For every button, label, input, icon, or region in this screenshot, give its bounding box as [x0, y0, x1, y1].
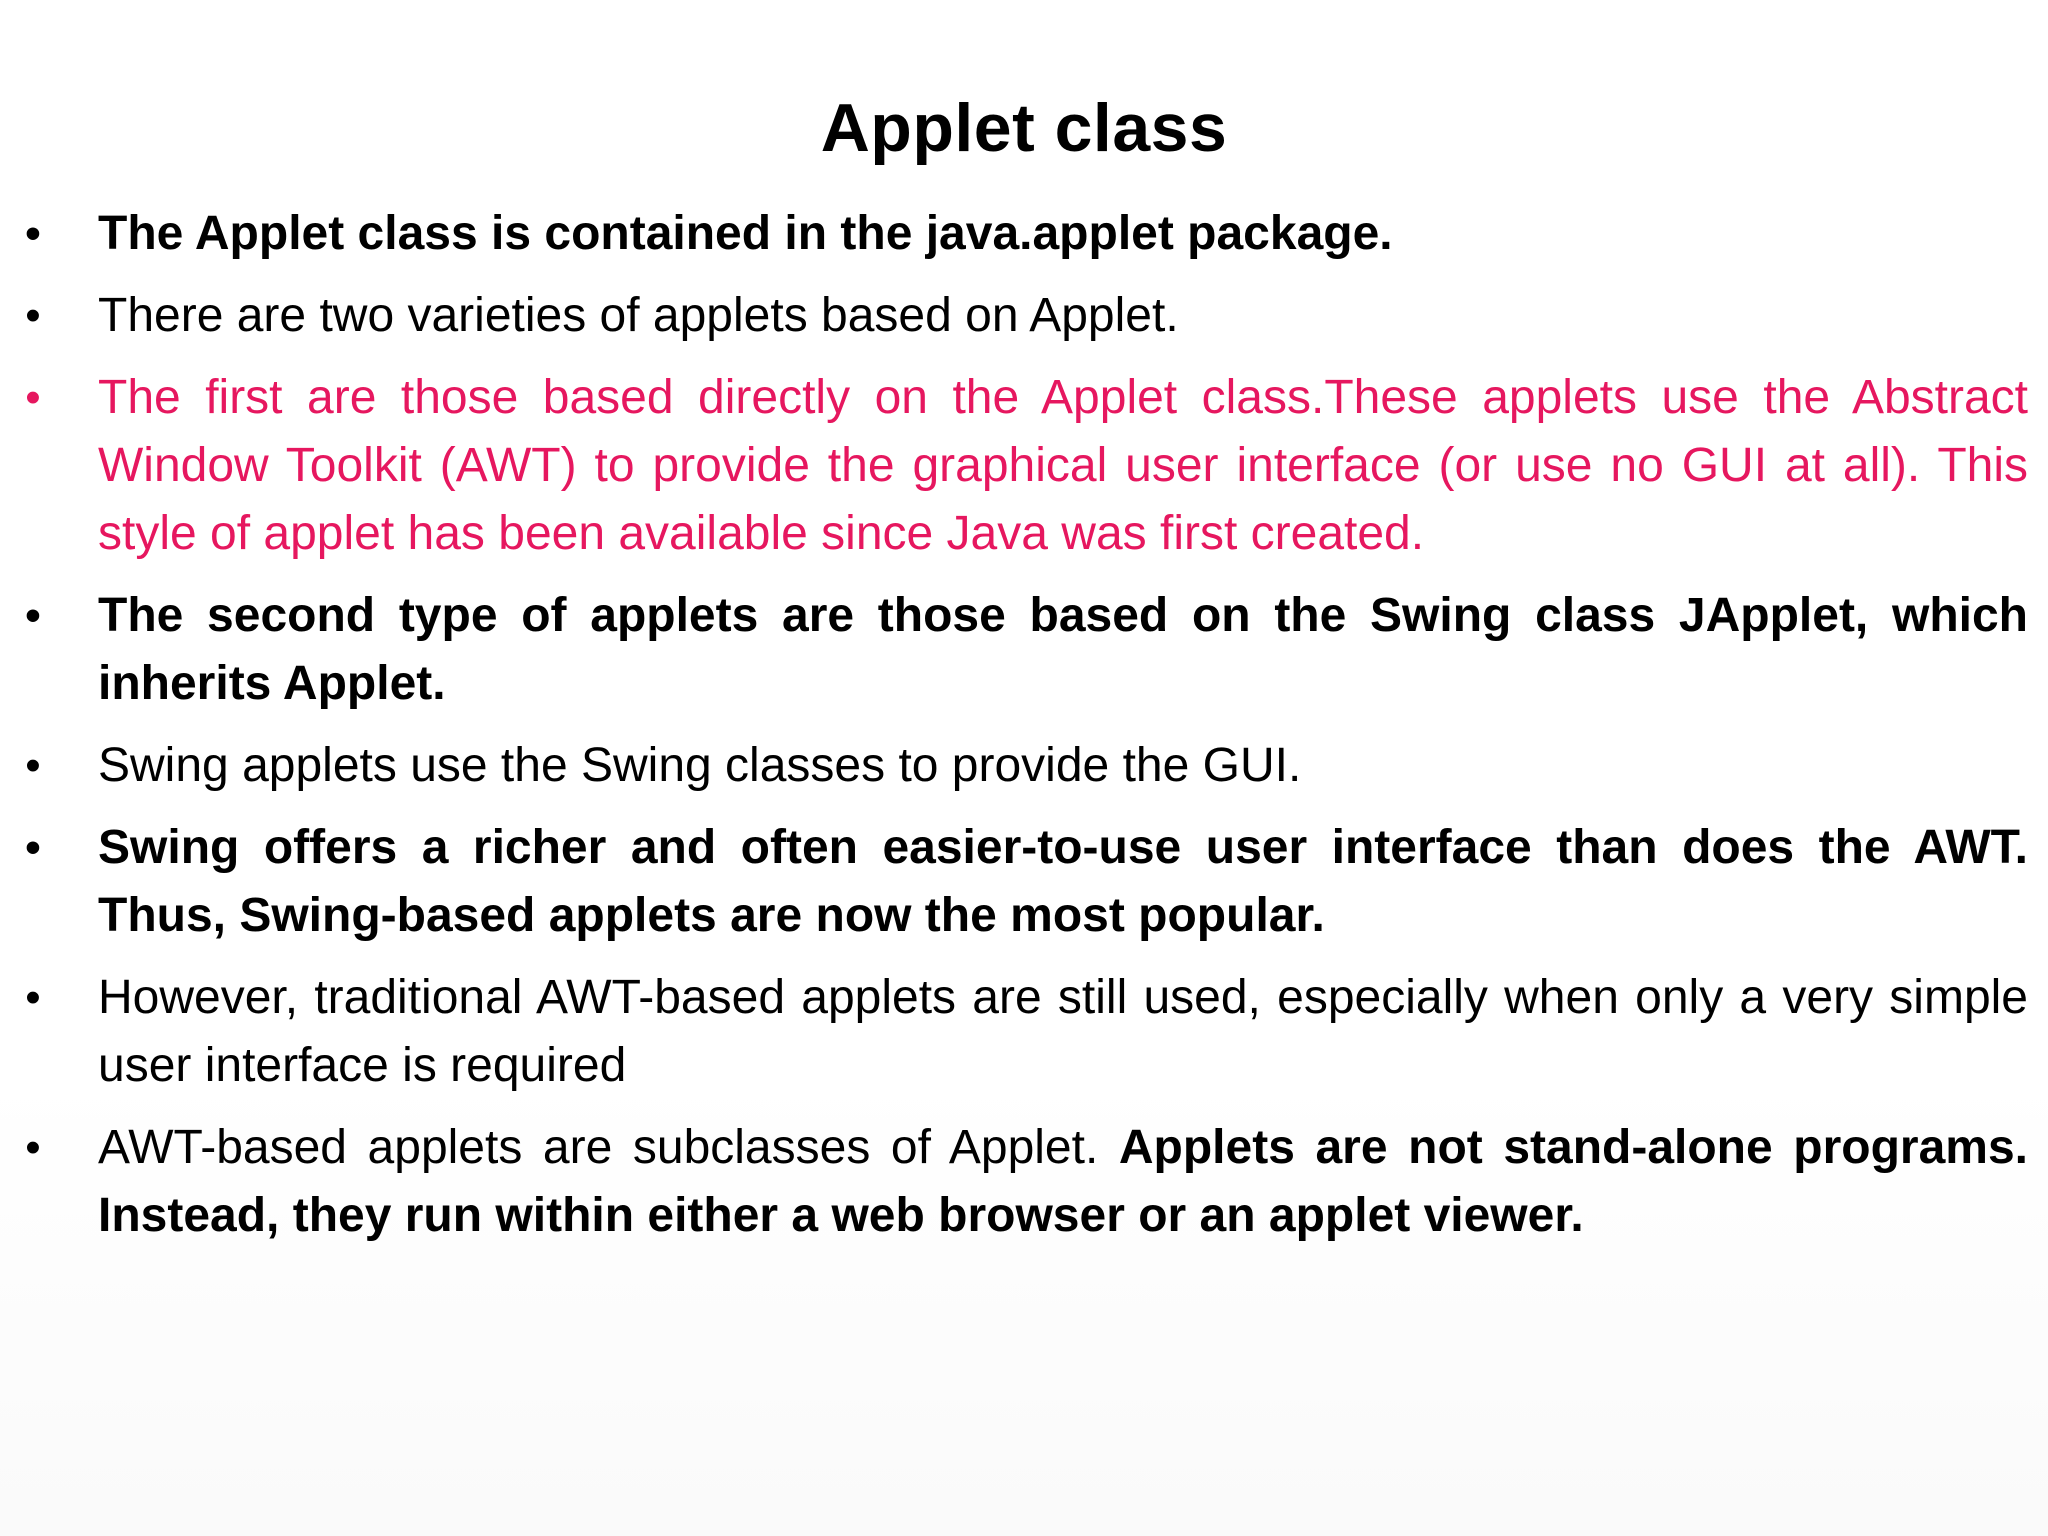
bullet-item-8 [0, 1114, 2028, 1250]
bullet-dot-icon: • [25, 823, 41, 872]
bullet-text: However, traditional AWT-based applets are still used, especially when only a very simple user interface is required [98, 971, 2028, 1092]
bullet-item-6 [0, 814, 2028, 950]
bullet-text: Swing offers a richer and often easier-to-use user interface than does the AWT. Thus, Swing-based applets are now the most popular. [98, 821, 2028, 942]
bullet-list [0, 200, 2048, 1264]
bullet-dot-icon: • [25, 373, 41, 422]
bullet-text: The Applet class is contained in the java.applet package. [98, 207, 1393, 260]
bullet-dot-icon: • [25, 1123, 41, 1172]
bullet-text-bold: Applets are not stand-alone programs. Instead, they run within either a web browser or an applet viewer. [98, 1121, 2028, 1242]
bullet-text: The first are those based directly on the Applet class.These applets use the Abstract Window Toolkit (AWT) to provide the graphical user interface (or use no GUI at all). This style of applet has been available since Java was first created. [98, 371, 2028, 560]
bullet-item-7 [0, 964, 2028, 1100]
bullet-item-5 [0, 732, 2028, 800]
bullet-item-2 [0, 282, 2028, 350]
bullet-item-3 [0, 364, 2028, 568]
bullet-dot-icon: • [25, 591, 41, 640]
bullet-text-normal: AWT-based applets are subclasses of Applet. [98, 1121, 1119, 1174]
bullet-item-1 [0, 200, 2028, 268]
bullet-text: The second type of applets are those based on the Swing class JApplet, which inherits Applet. [98, 589, 2028, 710]
bullet-dot-icon: • [25, 209, 41, 258]
bullet-dot-icon: • [25, 291, 41, 340]
bullet-text: There are two varieties of applets based on Applet. [98, 289, 1179, 342]
bullet-item-4 [0, 582, 2028, 718]
bullet-dot-icon: • [25, 741, 41, 790]
bullet-text: Swing applets use the Swing classes to provide the GUI. [98, 739, 1302, 792]
bullet-dot-icon: • [25, 973, 41, 1022]
slide-title: Applet class [820, 90, 1228, 166]
